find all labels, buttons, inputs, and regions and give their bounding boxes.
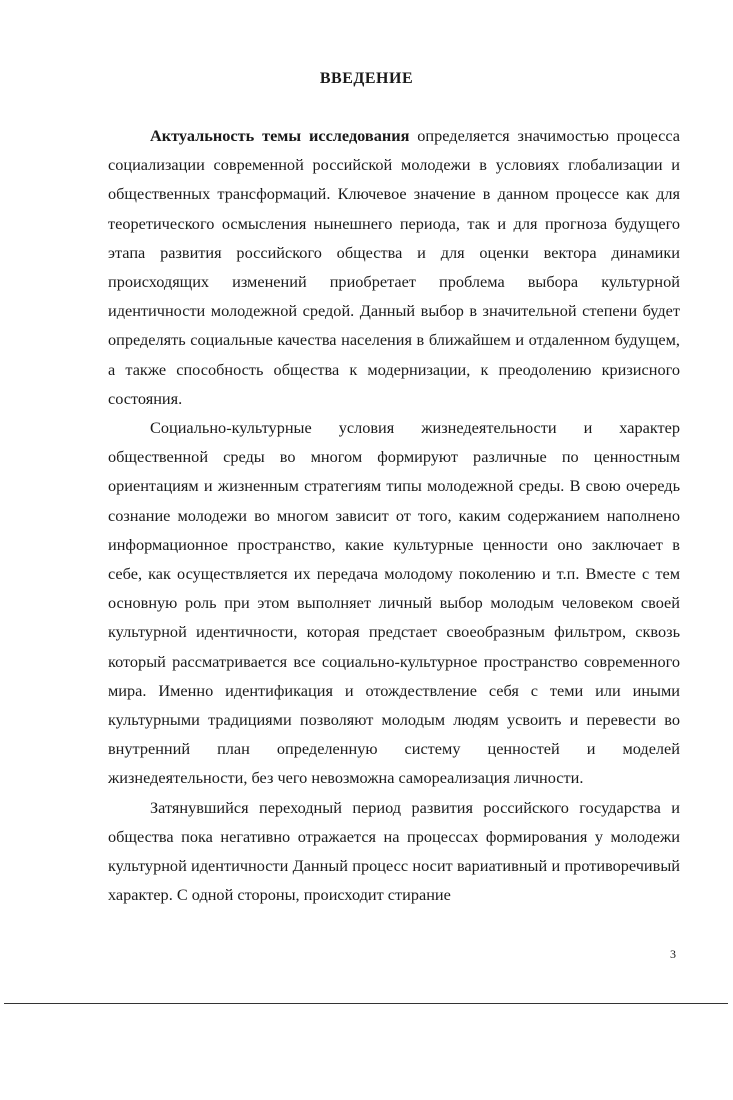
paragraph-lead: Актуальность темы исследования (150, 126, 410, 145)
paragraph-1 (108, 121, 680, 413)
page-divider (4, 1003, 728, 1004)
paragraph-3 (108, 793, 680, 910)
page-number: 3 (670, 947, 676, 961)
body-text (108, 121, 680, 909)
paragraph-text: Социально-культурные условия жизнедеятельности и характер общественной среды во многом формируют различные по ценностным ориентациям и жизненным стратегиям типы молодежной среды. В свою очередь сознание молодежи во многом зависит от того, каким содержанием наполнено информационное пространство, какие культурные ценности оно заключает в себе, как осуществляется их передача молодому поколению и т.п. Вместе с тем основную роль при этом выполняет личный выбор молодым человеком своей культурной идентичности, которая предстает своеобразным фильтром, сквозь который рассматривается все социально-культурное пространство современного мира. Именно идентификация и отождествление себя с теми или иными культурными традициями позволяют молодым людям усвоить и перевести во внутренний план определенную систему ценностей и моделей жизнедеятельности, без чего невозможна самореализация личности. (108, 418, 680, 788)
paragraph-2 (108, 413, 680, 793)
paragraph-text: Затянувшийся переходный период развития российского государства и общества пока негативно отражается на процессах формирования у молодежи культурной идентичности Данный процесс носит вариативный и противоречивый характер. С одной стороны, происходит стирание (108, 797, 680, 905)
section-heading: ВВЕДЕНИЕ (319, 70, 414, 87)
paragraph-text: определяется значимостью процесса социализации современной российской молодежи в условиях глобализации и общественных трансформаций. Ключевое значение в данном процессе как для теоретического осмысления нынешнего периода, так и для прогноза будущего этапа развития российского общества и для оценки вектора динамики происходящих изменений приобретает проблема выбора культурной идентичности молодежной средой. Данный выбор в значительной степени будет определять социальные качества населения в ближайшем и отдаленном будущем, а также способность общества к модернизации, к преодолению кризисного состояния. (108, 126, 680, 408)
